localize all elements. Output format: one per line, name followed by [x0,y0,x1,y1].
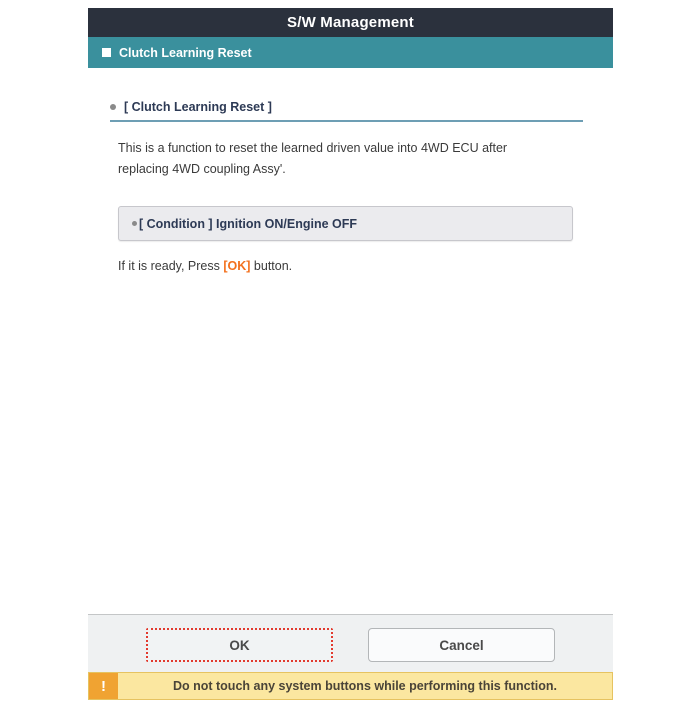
function-header-bar [88,37,613,68]
condition-box [118,206,573,241]
warning-bar [88,672,613,700]
function-header-label: Clutch Learning Reset [119,45,252,60]
condition-text: [ Condition ] Ignition ON/Engine OFF [139,216,358,231]
content-area [88,68,613,614]
window-titlebar [88,8,613,37]
warning-text: Do not touch any system buttons while performing this function. [172,679,558,693]
description-line-2: replacing 4WD coupling Assy'. [118,162,286,176]
bullet-dot-icon [110,104,116,110]
section-title-row [110,100,613,114]
ready-prefix: If it is ready, Press [118,259,224,273]
warning-exclamation-icon: ! [89,673,118,699]
ready-suffix: button. [250,259,293,273]
ok-button[interactable]: OK [146,628,333,662]
ready-instruction [118,259,583,273]
sw-management-panel [88,8,613,700]
cancel-button[interactable]: Cancel [368,628,555,662]
description-line-1: This is a function to reset the learned driven value into 4WD ECU after [118,141,508,155]
square-bullet-icon [102,48,111,57]
condition-bullet-icon [132,221,137,226]
button-footer [88,614,613,672]
function-description [118,138,563,180]
section-underline [110,120,583,122]
section-title: [ Clutch Learning Reset ] [124,100,272,114]
ready-ok-highlight: [OK] [223,259,251,273]
window-title: S/W Management [287,14,414,31]
